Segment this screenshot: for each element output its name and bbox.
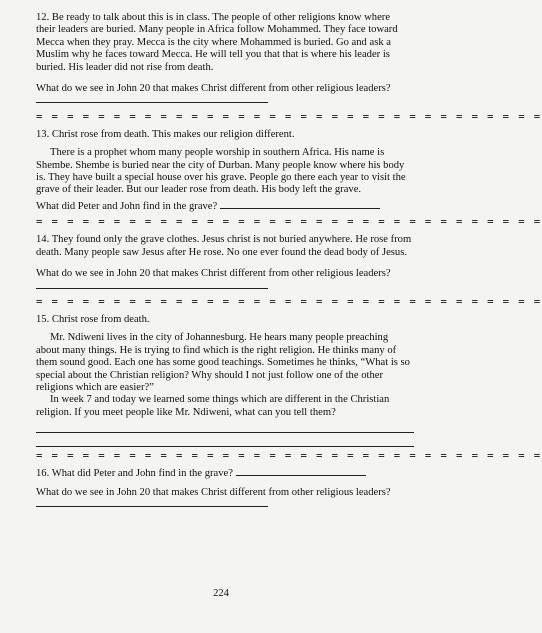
separator: = = = = = = = = = = = = = = = = = = = = = = = = = = = = = = = = = — [36, 295, 542, 308]
section-15-text: Mr. Ndiweni lives in the city of Johannesburg. He hears many people preaching about many things. He is trying to find which is the right religion. He thinks many of them sound good. Each one has some good teachings. Sometimes he thinks, “What is so special about the Christian religion? Why should I not just follow one of the other religions which are easier?” — [36, 332, 410, 393]
section-16-question-2 — [36, 487, 412, 512]
separator: = = = = = = = = = = = = = = = = = = = = = = = = = = = = = = = = = — [36, 450, 542, 463]
page-number: 224 — [213, 588, 229, 599]
separator: = = = = = = = = = = = = = = = = = = = = = = = = = = = = = = = = = — [36, 110, 542, 123]
section-14-text: 14. They found only the grave clothes. Jesus christ is not buried anywhere. He rose from death. Many people saw Jesus after He rose. No one ever found the dead body of Jesus. — [36, 234, 412, 258]
section-15-heading: 15. Christ rose from death. — [36, 313, 150, 325]
separator: = = = = = = = = = = = = = = = = = = = = = = = = = = = = = = = = = — [36, 216, 542, 229]
answer-line[interactable] — [36, 505, 268, 507]
section-14-question-text: What do we see in John 20 that makes Christ different from other religious leaders? — [36, 268, 391, 280]
answer-line[interactable] — [220, 207, 380, 209]
answer-line[interactable] — [36, 287, 268, 289]
section-16-question-1-text: 16. What did Peter and John find in the grave? — [36, 468, 233, 480]
section-12-question-text: What do we see in John 20 that makes Christ different from other religious leaders? — [36, 83, 391, 95]
section-16-question-1 — [36, 468, 412, 480]
section-13-question-text: What did Peter and John find in the grave? — [36, 200, 218, 212]
section-12-question — [36, 83, 412, 108]
answer-line[interactable] — [236, 474, 366, 476]
answer-line[interactable] — [36, 433, 414, 447]
answer-line[interactable] — [36, 419, 414, 433]
section-15-text-2: In week 7 and today we learned some things which are different in the Christian religion. If you meet people like Mr. Ndiweni, what can you tell them? — [36, 394, 390, 418]
section-12-text: 12. Be ready to talk about this is in class. The people of other religions know where their leaders are buried. Many people in Africa follow Mohammed. They face toward Mecca when they pray. Mecca is the city where Mohammed is buried. Go and ask a Muslim why he faces toward Mecca. He will tell you that that is where his leader is buried. His leader did not rise from death. — [36, 12, 398, 73]
section-16-question-2-text: What do we see in John 20 that makes Christ different from other religious leaders? — [36, 486, 391, 498]
section-13-heading: 13. Christ rose from death. This makes our religion different. — [36, 128, 295, 140]
answer-line[interactable] — [36, 101, 268, 103]
section-13-question — [36, 201, 412, 213]
section-13-text: There is a prophet whom many people worship in southern Africa. His name is Shembe. Shembe is buried near the city of Durban. Many people know where his body is. They have built a special house over his grave. People go there each year to visit the grave of their leader. But our leader rose from death. His body left the grave. — [36, 147, 406, 196]
section-14-question — [36, 268, 412, 293]
